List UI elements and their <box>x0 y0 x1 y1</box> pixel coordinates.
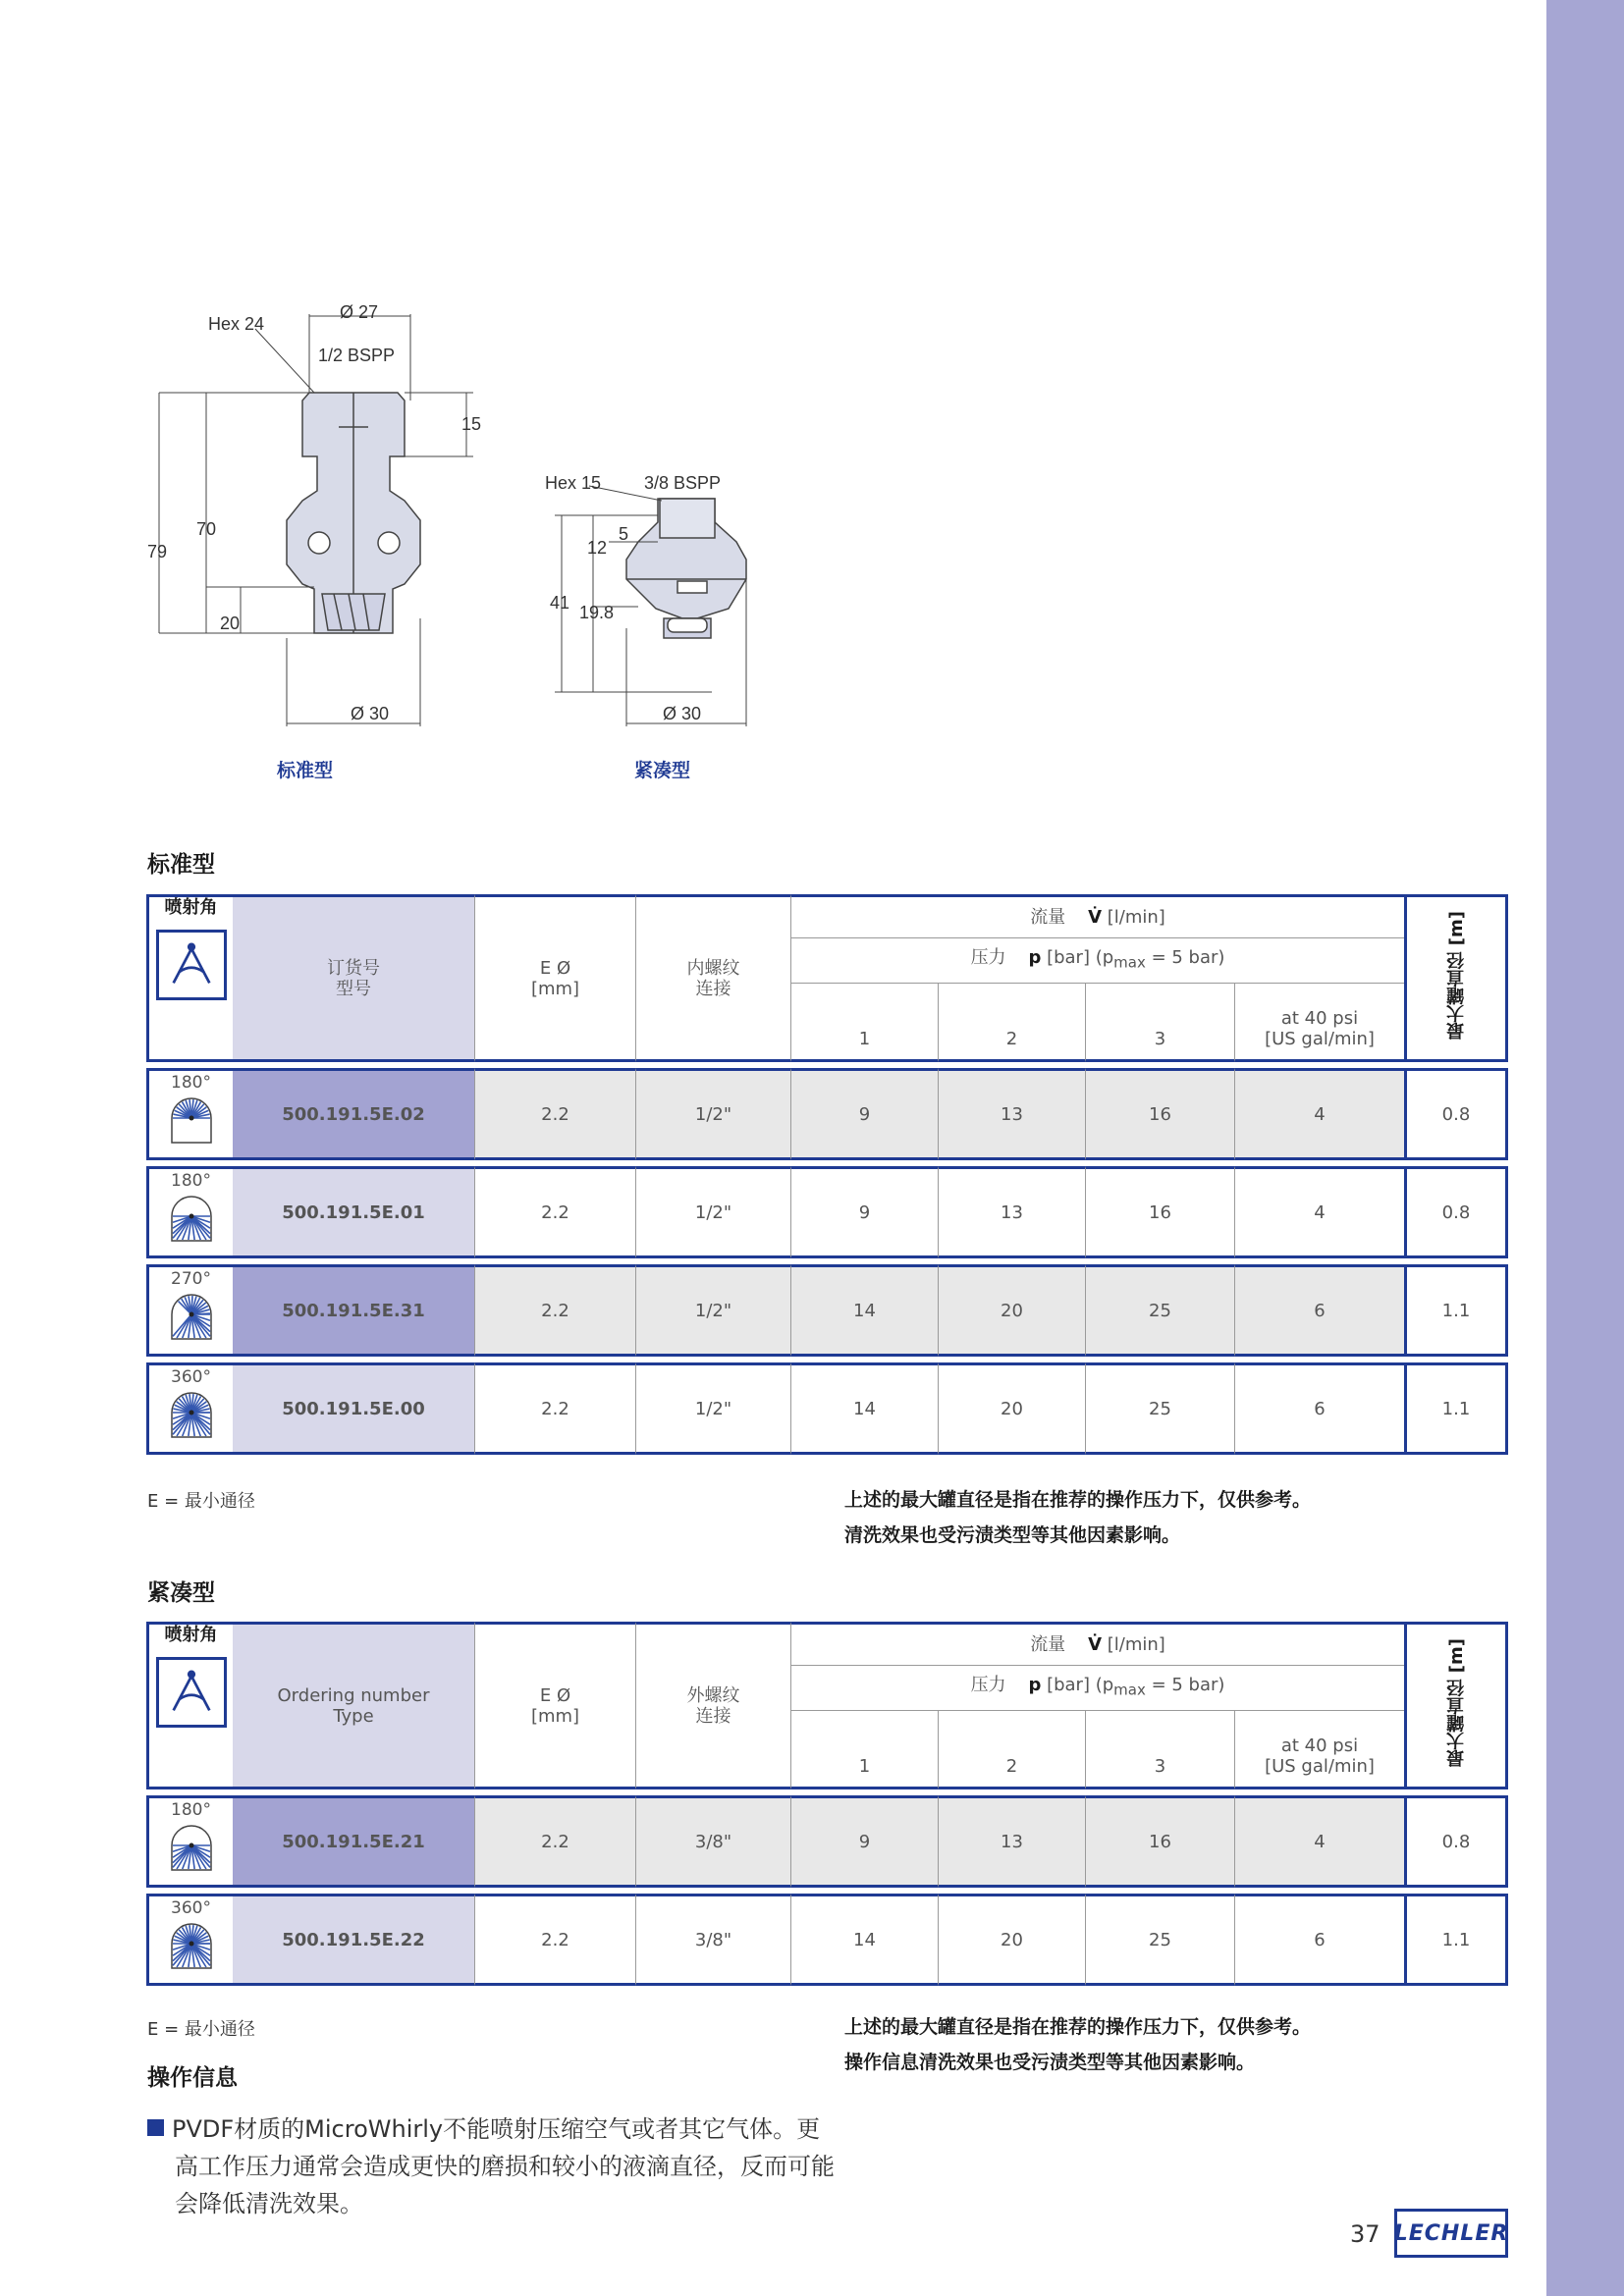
label-thread-half: 1/2 BSPP <box>318 346 396 365</box>
row-angle: 180° <box>171 1073 211 1093</box>
header-p4 <box>1234 1711 1404 1789</box>
table-standard <box>146 894 1508 1455</box>
table-compact-note-right-1: 上述的最大罐直径是指在推荐的操作压力下，仅供参考。 <box>844 2016 1312 2038</box>
header-pressure-unit: [bar] (p <box>1047 1675 1114 1696</box>
header-order-l1: 订货号 <box>327 957 380 979</box>
header-flow <box>790 1622 1404 1666</box>
table-compact <box>146 1622 1508 1986</box>
row-angle: 270° <box>171 1269 211 1289</box>
row-flow-2bar: 13 <box>938 1166 1085 1258</box>
row-thread: 1/2" <box>635 1166 790 1258</box>
header-pressure <box>790 1666 1404 1711</box>
row-flow-40psi: 6 <box>1234 1362 1404 1455</box>
spray-angle-icon <box>156 930 227 1000</box>
header-flow-symbol: V̇ <box>1088 1634 1103 1655</box>
page-number: 37 <box>1350 2220 1380 2248</box>
label-hex-15: Hex 15 <box>545 473 602 493</box>
spray-180-down-icon <box>170 1824 213 1871</box>
row-tank-diameter: 0.8 <box>1404 1068 1508 1160</box>
row-order-number: 500.191.5E.02 <box>233 1068 474 1160</box>
label-79: 79 <box>147 542 168 561</box>
row-flow-3bar: 25 <box>1085 1264 1234 1357</box>
bullet-square-icon <box>147 2119 164 2136</box>
table-standard-note-right <box>844 1482 1311 1553</box>
row-tank-diameter: 1.1 <box>1404 1362 1508 1455</box>
header-pressure-end: = 5 bar) <box>1145 1675 1225 1696</box>
row-flow-2bar: 20 <box>938 1362 1085 1455</box>
label-dia-30-std: Ø 30 <box>351 704 390 723</box>
lechler-logo <box>1394 2209 1508 2258</box>
label-thread-38: 3/8 BSPP <box>644 473 722 493</box>
header-thread-l1: 内螺纹 <box>686 957 740 979</box>
row-e-diameter: 2.2 <box>474 1068 635 1160</box>
row-flow-1bar: 14 <box>790 1264 938 1357</box>
row-thread: 1/2" <box>635 1362 790 1455</box>
header-flow-label: 流量 <box>1030 907 1066 928</box>
header-pressure-symbol: p <box>1028 947 1042 969</box>
row-e-diameter: 2.2 <box>474 1166 635 1258</box>
label-70: 70 <box>196 519 217 539</box>
row-thread: 1/2" <box>635 1068 790 1160</box>
label-41: 41 <box>550 593 570 613</box>
row-angle-cell <box>146 1894 233 1986</box>
header-angle: 喷射角 <box>164 897 218 918</box>
spray-180-up-icon <box>170 1096 213 1144</box>
header-p4-l1: at 40 psi <box>1280 1735 1359 1756</box>
row-flow-2bar: 13 <box>938 1068 1085 1160</box>
table-standard-title: 标准型 <box>147 852 215 878</box>
header-p4-l2: [US gal/min] <box>1265 1029 1375 1049</box>
row-flow-40psi: 4 <box>1234 1068 1404 1160</box>
header-p3: 3 <box>1085 1711 1234 1789</box>
spray-360-icon <box>170 1922 213 1969</box>
table-compact-note-right <box>844 2009 1311 2080</box>
row-tank-diameter: 0.8 <box>1404 1166 1508 1258</box>
header-pressure-sub: max <box>1113 1681 1146 1699</box>
header-tank-cell <box>1404 894 1508 1062</box>
row-flow-3bar: 16 <box>1085 1166 1234 1258</box>
header-thread-l2: 连接 <box>695 978 731 999</box>
row-flow-1bar: 14 <box>790 1362 938 1455</box>
header-pressure-unit: [bar] (p <box>1047 947 1114 969</box>
header-order-l1: Ordering number <box>277 1684 430 1706</box>
operation-title: 操作信息 <box>147 2065 238 2091</box>
table-standard-note-right-2: 清洗效果也受污渍类型等其他因素影响。 <box>844 1524 1181 1546</box>
header-e-l2: [mm] <box>530 1705 580 1727</box>
label-dia-27: Ø 27 <box>340 302 379 322</box>
header-e-cell <box>474 1622 635 1789</box>
header-flow <box>790 894 1404 938</box>
row-angle-cell <box>146 1795 233 1888</box>
caption-standard: 标准型 <box>277 760 334 781</box>
header-p4 <box>1234 984 1404 1062</box>
row-flow-3bar: 25 <box>1085 1362 1234 1455</box>
header-p1: 1 <box>790 984 938 1062</box>
header-order-l2: 型号 <box>336 978 371 999</box>
header-p1: 1 <box>790 1711 938 1789</box>
table-row <box>146 1068 1508 1160</box>
header-order-cell <box>233 894 474 1062</box>
header-tank-cell <box>1404 1622 1508 1789</box>
spray-180-down-icon <box>170 1195 213 1242</box>
row-e-diameter: 2.2 <box>474 1264 635 1357</box>
row-angle: 180° <box>171 1800 211 1820</box>
header-order-cell <box>233 1622 474 1789</box>
row-order-number: 500.191.5E.22 <box>233 1894 474 1986</box>
caption-compact: 紧凑型 <box>634 760 691 781</box>
spray-270-icon <box>170 1293 213 1340</box>
header-flow-unit: [l/min] <box>1107 907 1165 928</box>
header-thread-l1: 外螺纹 <box>686 1684 740 1706</box>
header-p3: 3 <box>1085 984 1234 1062</box>
row-angle-cell <box>146 1362 233 1455</box>
header-pressure-symbol: p <box>1028 1675 1042 1696</box>
header-pressure-end: = 5 bar) <box>1145 947 1225 969</box>
header-p4-l1: at 40 psi <box>1280 1008 1359 1029</box>
header-angle: 喷射角 <box>164 1625 218 1645</box>
header-pressure-label: 压力 <box>970 1675 1006 1696</box>
header-p2: 2 <box>938 984 1085 1062</box>
table-row <box>146 1894 1508 1986</box>
header-pressure-label: 压力 <box>970 947 1006 969</box>
table-row <box>146 1362 1508 1455</box>
row-angle-cell <box>146 1166 233 1258</box>
row-thread: 3/8" <box>635 1894 790 1986</box>
row-flow-40psi: 4 <box>1234 1795 1404 1888</box>
row-tank-diameter: 0.8 <box>1404 1795 1508 1888</box>
label-15: 15 <box>461 414 482 434</box>
row-tank-diameter: 1.1 <box>1404 1264 1508 1357</box>
table-standard-note-right-1: 上述的最大罐直径是指在推荐的操作压力下，仅供参考。 <box>844 1489 1312 1511</box>
nozzle-drawings <box>147 294 776 766</box>
header-thread-cell <box>635 894 790 1062</box>
row-flow-40psi: 4 <box>1234 1166 1404 1258</box>
header-tank: 最大罐直径 [m] <box>1445 911 1467 1041</box>
header-pressure-sub: max <box>1113 953 1146 972</box>
label-20: 20 <box>220 614 241 633</box>
header-e-l1: E Ø <box>539 1684 571 1706</box>
table-compact-note-right-2: 操作信息清洗效果也受污渍类型等其他因素影响。 <box>844 2052 1256 2073</box>
logo-text: LECHLER <box>1393 2220 1509 2246</box>
header-thread-l2: 连接 <box>695 1705 731 1727</box>
table-row <box>146 1166 1508 1258</box>
spray-angle-icon <box>156 1657 227 1728</box>
row-angle-cell <box>146 1068 233 1160</box>
row-thread: 1/2" <box>635 1264 790 1357</box>
row-order-number: 500.191.5E.00 <box>233 1362 474 1455</box>
header-tank: 最大罐直径 [m] <box>1445 1638 1467 1768</box>
row-flow-3bar: 16 <box>1085 1068 1234 1160</box>
row-flow-2bar: 20 <box>938 1264 1085 1357</box>
header-flow-label: 流量 <box>1030 1634 1066 1655</box>
row-thread: 3/8" <box>635 1795 790 1888</box>
row-flow-3bar: 25 <box>1085 1894 1234 1986</box>
label-hex-24: Hex 24 <box>208 314 265 334</box>
row-flow-1bar: 9 <box>790 1166 938 1258</box>
row-tank-diameter: 1.1 <box>1404 1894 1508 1986</box>
label-12: 12 <box>587 538 608 558</box>
label-19-8: 19.8 <box>579 603 615 622</box>
page-sidebar-band <box>1546 0 1624 2296</box>
row-flow-2bar: 13 <box>938 1795 1085 1888</box>
row-angle: 360° <box>171 1898 211 1918</box>
row-flow-40psi: 6 <box>1234 1894 1404 1986</box>
row-angle-cell <box>146 1264 233 1357</box>
header-flow-unit: [l/min] <box>1107 1634 1165 1655</box>
row-flow-1bar: 14 <box>790 1894 938 1986</box>
row-e-diameter: 2.2 <box>474 1894 635 1986</box>
row-angle: 180° <box>171 1171 211 1191</box>
row-flow-1bar: 9 <box>790 1068 938 1160</box>
header-flow-symbol: V̇ <box>1088 907 1103 928</box>
header-p2: 2 <box>938 1711 1085 1789</box>
row-order-number: 500.191.5E.31 <box>233 1264 474 1357</box>
table-compact-note-left: E = 最小通径 <box>147 2019 255 2040</box>
row-order-number: 500.191.5E.21 <box>233 1795 474 1888</box>
operation-bullet-text: PVDF材质的MicroWhirly不能喷射压缩空气或者其它气体。更高工作压力通常会造成更快的磨损和较小的液滴直径，反而可能会降低清洗效果。 <box>172 2115 835 2217</box>
label-5: 5 <box>619 524 629 544</box>
header-p4-l2: [US gal/min] <box>1265 1756 1375 1777</box>
table-row <box>146 1795 1508 1888</box>
table-compact-title: 紧凑型 <box>147 1580 215 1606</box>
row-flow-3bar: 16 <box>1085 1795 1234 1888</box>
table-row <box>146 1264 1508 1357</box>
table-standard-note-left: E = 最小通径 <box>147 1491 255 1512</box>
header-angle-cell <box>146 1622 233 1789</box>
header-thread-cell <box>635 1622 790 1789</box>
header-angle-cell <box>146 894 233 1062</box>
header-order-l2: Type <box>333 1705 374 1727</box>
operation-bullet <box>147 2110 835 2222</box>
header-pressure <box>790 938 1404 984</box>
row-angle: 360° <box>171 1367 211 1387</box>
row-order-number: 500.191.5E.01 <box>233 1166 474 1258</box>
spray-360-icon <box>170 1391 213 1438</box>
header-e-l1: E Ø <box>539 957 571 979</box>
nozzle-drawings-svg <box>147 294 776 766</box>
row-flow-1bar: 9 <box>790 1795 938 1888</box>
header-e-cell <box>474 894 635 1062</box>
header-e-l2: [mm] <box>530 978 580 999</box>
row-e-diameter: 2.2 <box>474 1795 635 1888</box>
row-flow-2bar: 20 <box>938 1894 1085 1986</box>
label-dia-30-cmp: Ø 30 <box>663 704 702 723</box>
row-e-diameter: 2.2 <box>474 1362 635 1455</box>
row-flow-40psi: 6 <box>1234 1264 1404 1357</box>
